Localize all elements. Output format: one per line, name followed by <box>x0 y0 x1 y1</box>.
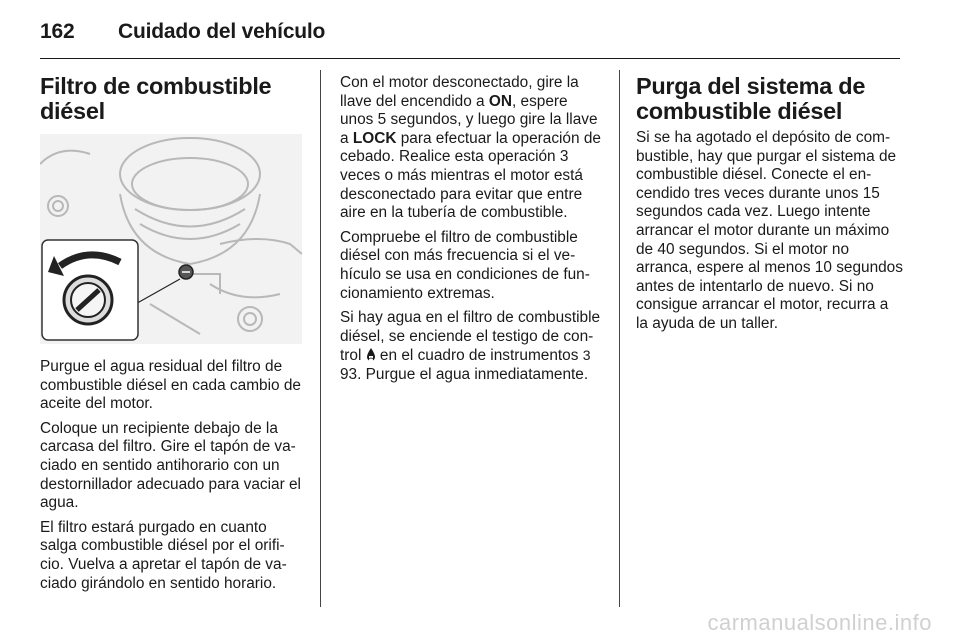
text-run: para efectuar la operación de cebado. Realice esta operación 3 veces o más mientras el motor está desconectado para evitar que entre aire en la tubería de combustible. <box>340 129 601 222</box>
column-middle <box>340 74 603 391</box>
column-right <box>636 74 904 340</box>
section-heading-fuel-bleed: Purga del sistema de combustible diésel <box>636 73 866 124</box>
paragraph: El filtro estará purgado en cuanto salga combustible diésel por el orificio. Vuelva a apretar el tapón de vaciado girándolo en sentido horario. <box>40 518 287 592</box>
paragraph-warning <box>340 309 603 384</box>
text-run: Con el motor desconectado, gire la llave del encendido a <box>340 74 579 110</box>
paragraph: Purgue el agua residual del filtro de combustible diésel en cada cambio de aceite del motor. <box>40 358 301 413</box>
paragraph: Si se ha agotado el depósito de combustible, hay que purgar el sistema de combustible diésel. Conecte el encendido tres veces durante unos 15 segundos cada vez. Luego intente arrancar el motor durante un máximo de 40 segundos. Si el motor no arranca, espere al menos 10 segundos antes de intentarlo de nuevo. Si no consigue arrancar el motor, recurra a la ayuda de un taller. <box>636 129 903 332</box>
water-in-fuel-icon <box>366 347 376 364</box>
text-run: Si hay agua en el filtro de combustible diésel, se enciende el testigo de control <box>340 309 601 365</box>
text-run: , espere unos 5 segundos, y luego gire la llave a <box>340 92 598 147</box>
paragraph: Compruebe el filtro de combustible diésel con más frecuencia si el vehículo se usa en condiciones de funcionamiento extremas. <box>340 228 590 302</box>
page-number: 162 <box>40 20 75 43</box>
paragraph-priming <box>340 74 603 223</box>
column-divider <box>320 70 321 607</box>
page-header <box>40 14 900 59</box>
chapter-title: Cuidado del vehículo <box>118 20 326 43</box>
column-left <box>40 74 302 599</box>
page-reference-arrow-icon: 3 <box>582 347 591 364</box>
fuel-filter-drain-illustration <box>40 134 302 344</box>
watermark: carmanualsonline.info <box>707 610 932 635</box>
text-run: en el cuadro de instrumentos <box>375 347 583 365</box>
column-divider <box>619 70 620 607</box>
text-run: 93. Purgue el agua inmediatamente. <box>340 365 589 383</box>
key-position-on: ON <box>488 92 512 110</box>
section-heading-fuel-filter: Filtro de combustible diésel <box>40 73 272 124</box>
paragraph: Coloque un recipiente debajo de la carcasa del filtro. Gire el tapón de vaciado en sentido antihorario con un destornillador adecuado para vaciar el agua. <box>40 419 301 512</box>
key-position-lock: LOCK <box>352 129 397 147</box>
